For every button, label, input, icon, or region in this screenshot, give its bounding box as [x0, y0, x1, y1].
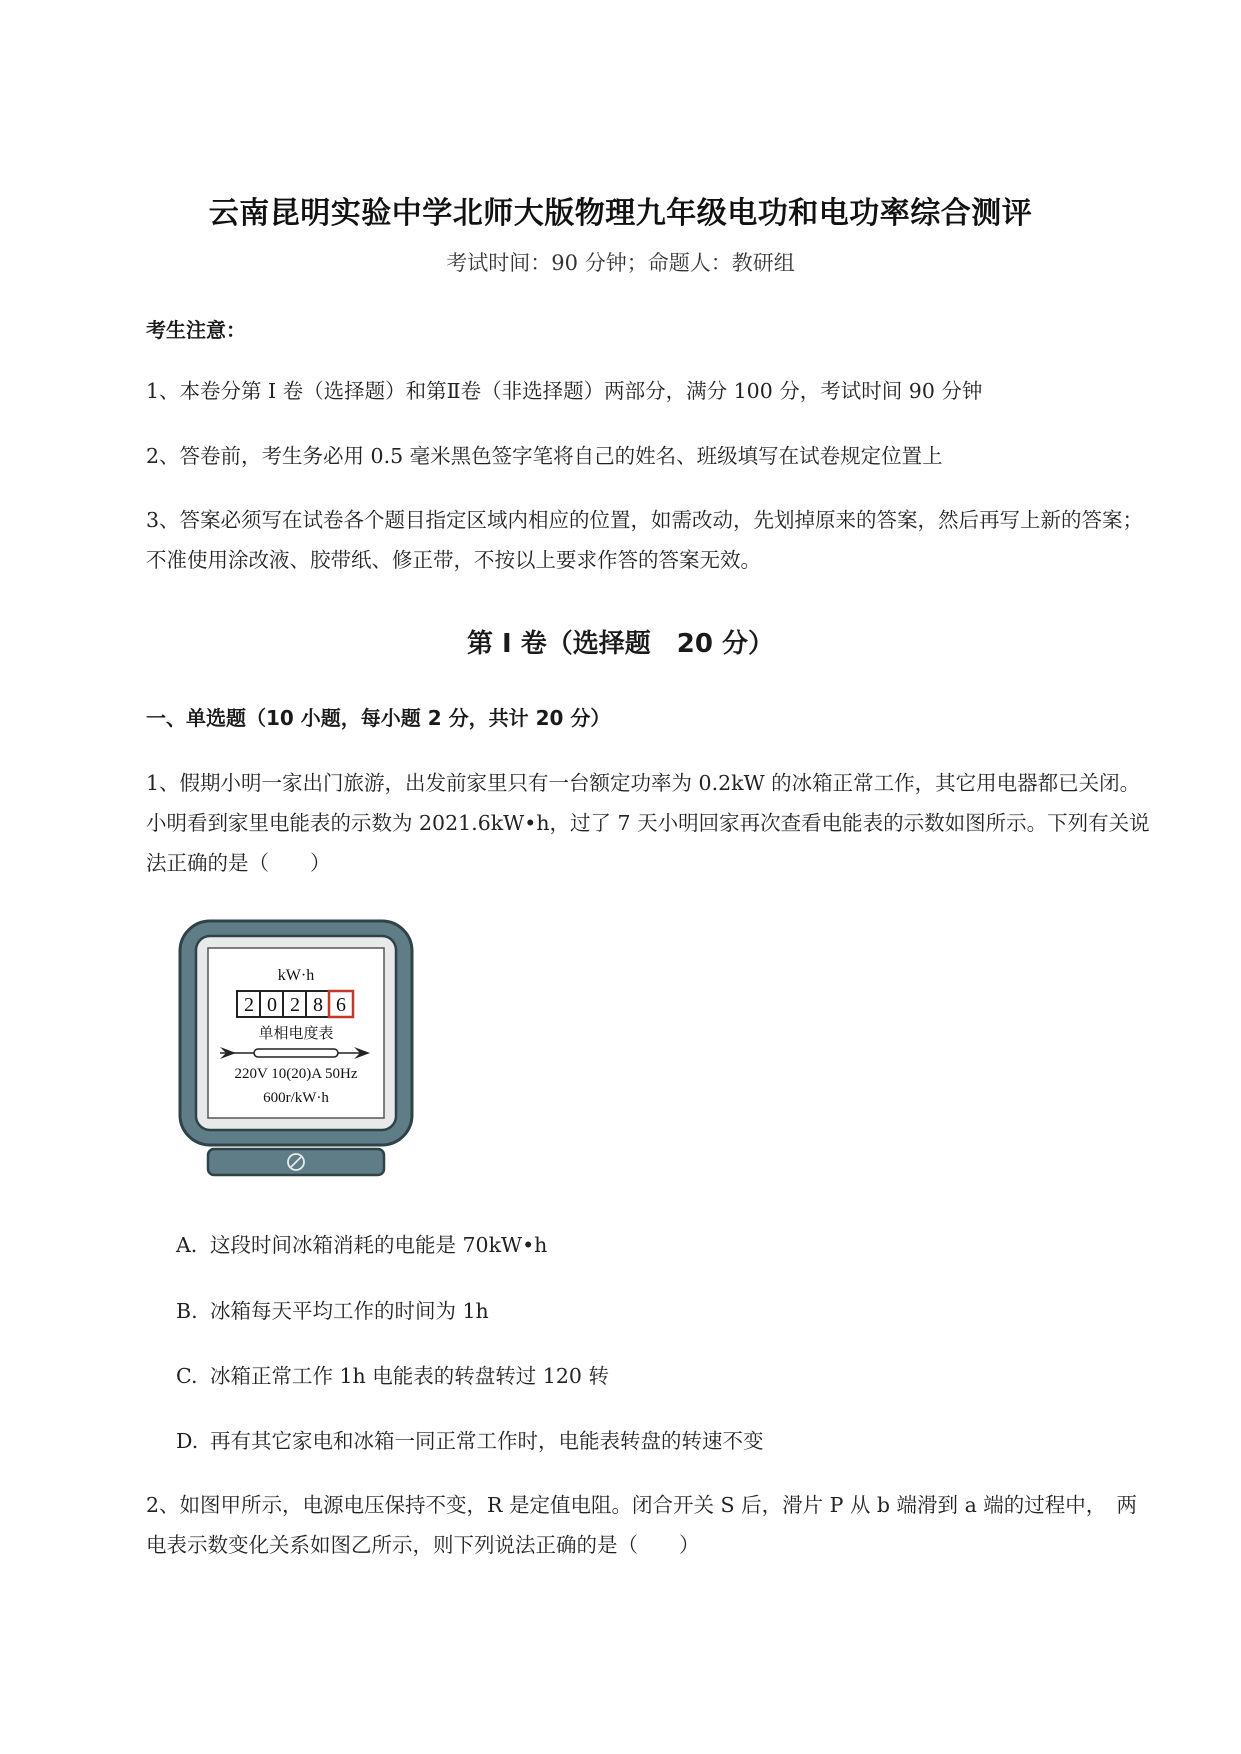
- option-letter: A.: [176, 1233, 198, 1257]
- option-text: 这段时间冰箱消耗的电能是 70kW•h: [210, 1233, 548, 1257]
- meter-rating-label: 220V 10(20)A 50Hz: [234, 1066, 358, 1082]
- notice-item-2: 2、答卷前，考生务必用 0.5 毫米黑色签字笔将自己的姓名、班级填写在试卷规定位置上: [146, 444, 943, 468]
- meter-drawing: [176, 918, 416, 1183]
- meter-name-label: 单相电度表: [258, 1024, 334, 1042]
- option-letter: B.: [176, 1299, 198, 1323]
- question-1-option-c[interactable]: [176, 1359, 609, 1389]
- meter-unit-label: kW·h: [277, 967, 315, 984]
- exam-title: 云南昆明实验中学北师大版物理九年级电功和电功率综合测评: [208, 196, 1033, 231]
- question-2-stem: 2、如图甲所示，电源电压保持不变，R 是定值电阻。闭合开关 S 后，滑片 P 从 b 端滑到 a 端的过程中， 两电表示数变化关系如图乙所示，则下列说法正确的是（ ）: [146, 1493, 1138, 1557]
- question-1-option-d[interactable]: [176, 1424, 764, 1454]
- notice-item-1: 1、本卷分第 I 卷（选择题）和第Ⅱ卷（非选择题）两部分，满分 100 分，考试时间 90 分钟: [146, 379, 983, 403]
- option-letter: C.: [176, 1364, 198, 1388]
- section-title: 第 I 卷（选择题 20 分）: [466, 629, 774, 659]
- digit-4: 8: [313, 994, 323, 1016]
- question-1-option-b[interactable]: [176, 1294, 489, 1324]
- meter-constant-label: 600r/kW·h: [263, 1090, 329, 1106]
- option-letter: D.: [176, 1429, 199, 1453]
- electricity-meter-figure: [176, 918, 416, 1183]
- question-1-stem: 1、假期小明一家出门旅游，出发前家里只有一台额定功率为 0.2kW 的冰箱正常工作，其它用电器都已关闭。小明看到家里电能表的示数为 2021.6kW•h，过了 7 天小明回家再次查看电能表的示数如图所示。下列有关说法正确的是（ ）: [146, 771, 1150, 875]
- question-1-option-a[interactable]: [176, 1228, 547, 1258]
- exam-subtitle: 考试时间：90 分钟；命题人：教研组: [446, 251, 795, 275]
- digit-2: 0: [267, 994, 277, 1016]
- notice-heading: 考生注意：: [146, 318, 246, 342]
- meter-digits: [237, 991, 353, 1017]
- option-text: 冰箱正常工作 1h 电能表的转盘转过 120 转: [210, 1364, 609, 1388]
- option-text: 再有其它家电和冰箱一同正常工作时，电能表转盘的转速不变: [210, 1429, 764, 1453]
- digit-5: 6: [336, 994, 346, 1016]
- digit-1: 2: [244, 994, 254, 1016]
- notice-item-3: 3、答案必须写在试卷各个题目指定区域内相应的位置，如需改动，先划掉原来的答案，然后再写上新的答案；不准使用涂改液、胶带纸、修正带，不按以上要求作答的答案无效。: [146, 508, 1144, 572]
- part-heading: 一、单选题（10 小题，每小题 2 分，共计 20 分）: [146, 706, 611, 730]
- option-text: 冰箱每天平均工作的时间为 1h: [210, 1299, 489, 1323]
- digit-3: 2: [290, 994, 300, 1016]
